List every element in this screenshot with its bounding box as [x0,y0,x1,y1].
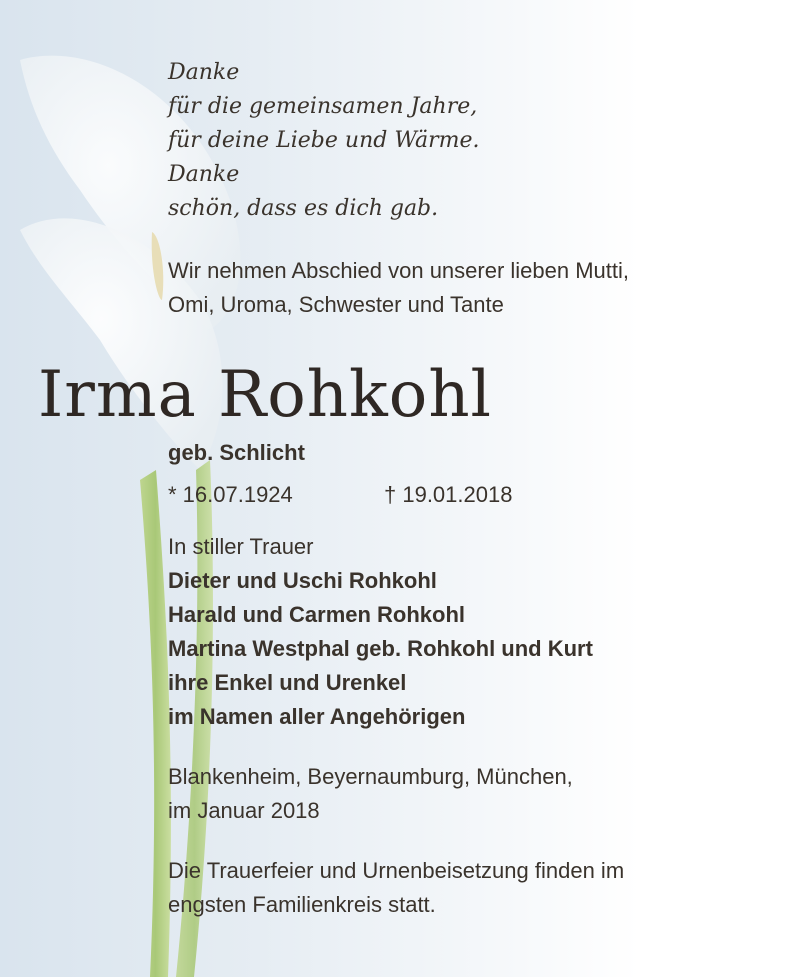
funeral-note [168,854,624,922]
poem-line: Danke [168,60,240,85]
mourner-name: Martina Westphal geb. Rohkohl und Kurt [168,636,593,661]
death-date: † 19.01.2018 [384,482,513,507]
mourning-intro: In stiller Trauer [168,534,314,559]
poem-line: für die gemeinsamen Jahre, [168,94,478,119]
place-line: Blankenheim, Beyernaumburg, München, [168,764,573,789]
date-line: im Januar 2018 [168,798,320,823]
poem [168,56,480,226]
mourner-name: Harald und Carmen Rohkohl [168,602,466,627]
poem-line: Danke [168,162,240,187]
poem-line: für deine Liebe und Wärme. [168,128,480,153]
deceased-name: Irma Rohkohl [38,358,492,432]
life-dates [168,478,568,512]
mourner-name: Dieter und Uschi Rohkohl [168,568,437,593]
mourners [168,530,593,734]
mourner-name: im Namen aller Angehörigen [168,704,466,729]
farewell-intro [168,254,629,322]
birth-name: geb. Schlicht [168,440,305,465]
funeral-note-line: engsten Familienkreis statt. [168,892,436,917]
intro-line: Omi, Uroma, Schwester und Tante [168,292,504,317]
mourner-name: ihre Enkel und Urenkel [168,670,407,695]
intro-line: Wir nehmen Abschied von unserer lieben Mutti, [168,258,630,283]
funeral-note-line: Die Trauerfeier und Urnenbeisetzung finden im [168,858,625,883]
birth-date: * 16.07.1924 [168,482,293,507]
poem-line: schön, dass es dich gab. [168,196,439,221]
lily-stem-left [140,470,171,977]
place-and-date [168,760,573,828]
